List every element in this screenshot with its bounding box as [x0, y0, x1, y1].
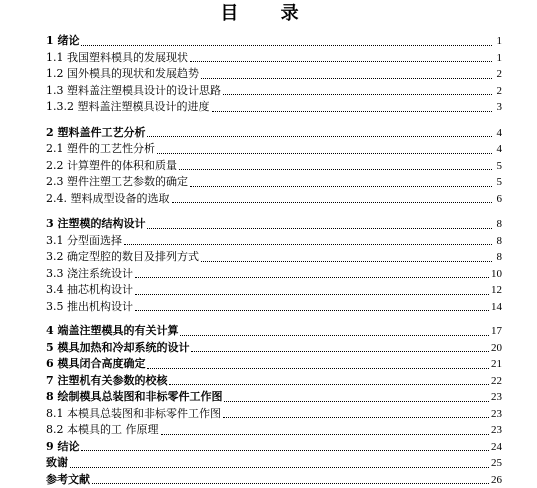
toc-entry-page: 17 [489, 323, 502, 340]
toc-entry-page: 23 [489, 422, 502, 439]
toc-entry-label: 7 注塑机有关参数的校核 [46, 373, 169, 390]
toc-entry[interactable] [46, 33, 502, 50]
table-of-contents [46, 33, 502, 488]
toc-entry[interactable] [46, 282, 502, 299]
toc-entry-page: 25 [489, 455, 502, 472]
dot-leader [223, 93, 492, 95]
dot-leader [223, 416, 489, 418]
dot-leader [81, 44, 492, 46]
toc-entry-page: 10 [489, 266, 502, 283]
toc-entry-label: 1 绪论 [46, 33, 81, 50]
dot-leader [190, 60, 492, 62]
toc-entry[interactable] [46, 158, 502, 175]
toc-entry[interactable] [46, 125, 502, 142]
toc-entry[interactable] [46, 422, 502, 439]
toc-entry-label: 6 模具闭合高度确定 [46, 356, 147, 373]
toc-entry-page: 22 [489, 373, 502, 390]
toc-entry-page: 14 [489, 299, 502, 316]
toc-entry[interactable] [46, 249, 502, 266]
toc-entry-page: 8 [492, 233, 502, 250]
dot-leader [135, 309, 489, 311]
dot-leader [172, 201, 493, 203]
page-title: 目 录 [0, 3, 537, 25]
toc-entry-label: 3.4 抽芯机构设计 [46, 282, 135, 299]
toc-entry-label: 3.3 浇注系统设计 [46, 266, 135, 283]
toc-entry[interactable] [46, 406, 502, 423]
toc-entry[interactable] [46, 216, 502, 233]
toc-entry-label: 1.2 国外模具的现状和发展趋势 [46, 66, 201, 83]
toc-entry-page: 21 [489, 356, 502, 373]
dot-leader [169, 383, 489, 385]
toc-entry-label: 参考文献 [46, 472, 92, 488]
toc-entry-label: 1.3 塑料盖注塑模具设计的设计思路 [46, 83, 223, 100]
toc-entry-label: 3.5 推出机构设计 [46, 299, 135, 316]
toc-entry-page: 26 [489, 472, 502, 488]
toc-entry-page: 1 [492, 33, 502, 50]
dot-leader [212, 110, 493, 112]
dot-leader [147, 135, 492, 137]
toc-entry-page: 5 [492, 174, 502, 191]
dot-leader [157, 152, 492, 154]
toc-entry-page: 6 [492, 191, 502, 208]
dot-leader [135, 293, 489, 295]
toc-entry-page: 8 [492, 249, 502, 266]
toc-entry-label: 3.1 分型面选择 [46, 233, 124, 250]
dot-leader [201, 260, 492, 262]
toc-entry[interactable] [46, 99, 502, 116]
toc-entry-label: 4 端盖注塑模具的有关计算 [46, 323, 180, 340]
toc-entry[interactable] [46, 174, 502, 191]
toc-entry-label: 5 模具加热和冷却系统的设计 [46, 340, 191, 357]
dot-leader [180, 334, 489, 336]
toc-entry[interactable] [46, 373, 502, 390]
toc-entry-label: 1.3.2 塑料盖注塑模具设计的进度 [46, 99, 212, 116]
toc-entry[interactable] [46, 141, 502, 158]
toc-entry-label: 1.1 我国塑料模具的发展现状 [46, 50, 190, 67]
dot-leader [124, 243, 492, 245]
dot-leader [92, 482, 489, 484]
toc-entry-label: 8 绘制模具总装图和非标零件工作图 [46, 389, 224, 406]
toc-entry[interactable] [46, 66, 502, 83]
toc-entry[interactable] [46, 472, 502, 488]
toc-entry-page: 5 [492, 158, 502, 175]
toc-entry[interactable] [46, 455, 502, 472]
toc-entry-label: 8.2 本模具的工 作原理 [46, 422, 161, 439]
dot-leader [161, 433, 490, 435]
toc-entry[interactable] [46, 439, 502, 456]
dot-leader [179, 168, 492, 170]
toc-entry[interactable] [46, 191, 502, 208]
toc-entry[interactable] [46, 266, 502, 283]
toc-entry-page: 8 [492, 216, 502, 233]
toc-entry-page: 2 [492, 83, 502, 100]
dot-leader [224, 400, 489, 402]
toc-entry-page: 4 [492, 125, 502, 142]
dot-leader [81, 449, 489, 451]
toc-entry-label: 2.2 计算塑件的体积和质量 [46, 158, 179, 175]
toc-entry-page: 23 [489, 406, 502, 423]
toc-entry[interactable] [46, 83, 502, 100]
toc-entry-page: 24 [489, 439, 502, 456]
toc-entry-label: 9 结论 [46, 439, 81, 456]
toc-entry-label: 2.1 塑件的工艺性分析 [46, 141, 157, 158]
toc-entry-label: 3.2 确定型腔的数目及排列方式 [46, 249, 201, 266]
dot-leader [147, 227, 492, 229]
toc-entry-page: 3 [492, 99, 502, 116]
toc-entry-label: 8.1 本模具总装图和非标零件工作图 [46, 406, 223, 423]
toc-entry[interactable] [46, 340, 502, 357]
toc-entry-label: 3 注塑模的结构设计 [46, 216, 147, 233]
toc-entry[interactable] [46, 50, 502, 67]
toc-entry-label: 致谢 [46, 455, 70, 472]
toc-entry-label: 2.3 塑件注塑工艺参数的确定 [46, 174, 190, 191]
toc-entry[interactable] [46, 356, 502, 373]
dot-leader [190, 185, 492, 187]
toc-entry-page: 2 [492, 66, 502, 83]
toc-entry-page: 1 [492, 50, 502, 67]
toc-entry[interactable] [46, 299, 502, 316]
toc-entry-page: 23 [489, 389, 502, 406]
toc-entry-label: 2 塑料盖件工艺分析 [46, 125, 147, 142]
toc-entry-page: 20 [489, 340, 502, 357]
toc-entry-page: 4 [492, 141, 502, 158]
toc-entry[interactable] [46, 233, 502, 250]
dot-leader [135, 276, 489, 278]
dot-leader [201, 77, 492, 79]
toc-entry-label: 2.4. 塑料成型设备的选取 [46, 191, 172, 208]
toc-entry[interactable] [46, 389, 502, 406]
toc-entry-page: 12 [489, 282, 502, 299]
dot-leader [191, 350, 489, 352]
dot-leader [147, 367, 489, 369]
toc-entry[interactable] [46, 323, 502, 340]
